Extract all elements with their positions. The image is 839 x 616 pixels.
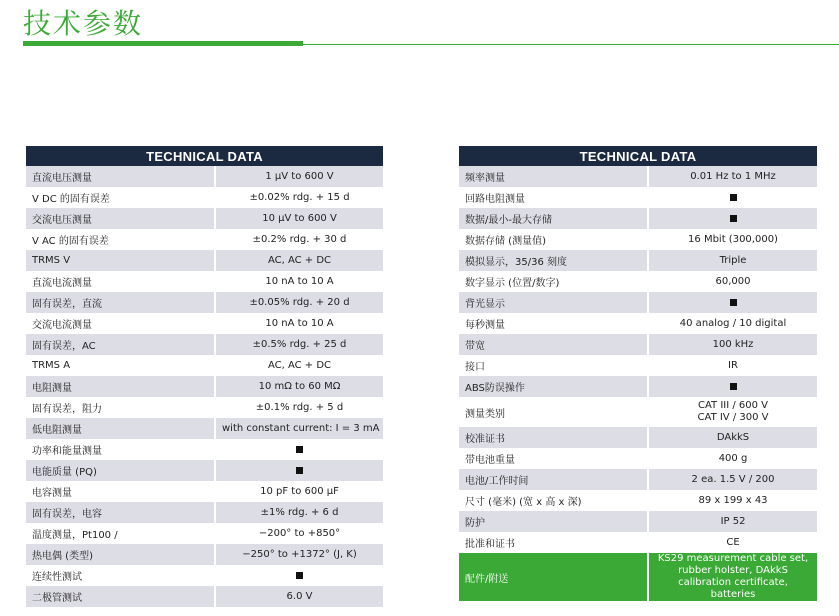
- parameter-label: 二极管测试: [26, 586, 215, 607]
- parameter-label: 直流电压测量: [26, 166, 215, 187]
- parameter-label: 防护: [459, 511, 648, 532]
- table-row: [26, 187, 383, 208]
- parameter-value: 60,000: [648, 271, 817, 292]
- parameter-label: 低电阻测量: [26, 418, 215, 439]
- parameter-label: 数字显示 (位置/数字): [459, 271, 648, 292]
- technical-data-table-left: [26, 146, 383, 607]
- technical-data-table-right: [459, 146, 817, 601]
- parameter-label: 温度测量，Pt100 /: [26, 523, 215, 544]
- parameter-label: 背光显示: [459, 292, 648, 313]
- parameter-value: 100 kHz: [648, 334, 817, 355]
- parameter-label: 校准证书: [459, 427, 648, 448]
- parameter-label: 频率测量: [459, 166, 648, 187]
- table-row: [459, 397, 817, 427]
- parameter-value: [648, 187, 817, 208]
- parameter-value: −250° to +1372° (J, K): [215, 544, 383, 565]
- parameter-value: 16 Mbit (300,000): [648, 229, 817, 250]
- table-row: [459, 448, 817, 469]
- table-row: [26, 502, 383, 523]
- table-row: [26, 481, 383, 502]
- parameter-value: Triple: [648, 250, 817, 271]
- table-row: [459, 427, 817, 448]
- parameter-label: 回路电阻测量: [459, 187, 648, 208]
- parameter-label: 电容测量: [26, 481, 215, 502]
- table-row: [26, 439, 383, 460]
- parameter-label: 带宽: [459, 334, 648, 355]
- table-row: [459, 532, 817, 553]
- parameter-value: 10 nA to 10 A: [215, 313, 383, 334]
- table-row: [26, 376, 383, 397]
- table-row: [459, 334, 817, 355]
- parameter-label: 固有误差，AC: [26, 334, 215, 355]
- parameter-value: CAT III / 600 V CAT IV / 300 V: [648, 397, 817, 427]
- table-row: [26, 334, 383, 355]
- parameter-label: 尺寸 (毫米) (宽 x 高 x 深): [459, 490, 648, 511]
- table-row: [459, 553, 817, 601]
- parameter-label: 连续性测试: [26, 565, 215, 586]
- table-row: [459, 355, 817, 376]
- parameter-value: −200° to +850°: [215, 523, 383, 544]
- table-row: [459, 166, 817, 187]
- parameter-value: 1 µV to 600 V: [215, 166, 383, 187]
- parameter-label: 交流电压测量: [26, 208, 215, 229]
- table-row: [26, 313, 383, 334]
- parameter-label: 接口: [459, 355, 648, 376]
- parameter-value: [648, 208, 817, 229]
- parameter-value: 10 µV to 600 V: [215, 208, 383, 229]
- table-row: [26, 544, 383, 565]
- table-row: [459, 229, 817, 250]
- parameter-value: with constant current: I = 3 mA: [215, 418, 383, 439]
- parameter-label: 配件/附送: [459, 553, 648, 601]
- table-row: [26, 271, 383, 292]
- table-row: [26, 292, 383, 313]
- table-row: [26, 460, 383, 481]
- checkmark-square-icon: [730, 215, 737, 222]
- parameter-label: TRMS V: [26, 250, 215, 271]
- parameter-value: KS29 measurement cable set, rubber holster, DAkkS calibration certificate, batteries: [648, 553, 817, 601]
- parameter-value: 400 g: [648, 448, 817, 469]
- table-header: TECHNICAL DATA: [459, 146, 817, 166]
- parameter-value: ±0.05% rdg. + 20 d: [215, 292, 383, 313]
- parameter-label: 热电偶 (类型): [26, 544, 215, 565]
- parameter-label: V DC 的固有误差: [26, 187, 215, 208]
- table-row: [459, 208, 817, 229]
- parameter-value: 89 x 199 x 43: [648, 490, 817, 511]
- parameter-label: 固有误差，电容: [26, 502, 215, 523]
- parameter-value: [648, 376, 817, 397]
- parameter-value: ±0.2% rdg. + 30 d: [215, 229, 383, 250]
- parameter-value: 10 pF to 600 µF: [215, 481, 383, 502]
- parameter-value: DAkkS: [648, 427, 817, 448]
- parameter-value: IP 52: [648, 511, 817, 532]
- table-row: [459, 490, 817, 511]
- table-row: [26, 208, 383, 229]
- table-row: [26, 229, 383, 250]
- table-row: [459, 187, 817, 208]
- parameter-label: 数据/最小-最大存储: [459, 208, 648, 229]
- table-row: [26, 250, 383, 271]
- table-row: [26, 565, 383, 586]
- checkmark-square-icon: [730, 194, 737, 201]
- parameter-value: 0.01 Hz to 1 MHz: [648, 166, 817, 187]
- parameter-value: 10 nA to 10 A: [215, 271, 383, 292]
- table-row: [459, 313, 817, 334]
- checkmark-square-icon: [296, 572, 303, 579]
- parameter-value: 10 mΩ to 60 MΩ: [215, 376, 383, 397]
- table-row: [459, 271, 817, 292]
- parameter-label: 交流电流测量: [26, 313, 215, 334]
- parameter-value: 2 ea. 1.5 V / 200: [648, 469, 817, 490]
- parameter-label: V AC 的固有误差: [26, 229, 215, 250]
- checkmark-square-icon: [730, 383, 737, 390]
- parameter-value: AC, AC + DC: [215, 355, 383, 376]
- page-title: 技术参数: [23, 7, 144, 40]
- table-row: [459, 469, 817, 490]
- parameter-value: [215, 460, 383, 481]
- table-row: [26, 523, 383, 544]
- table-row: [26, 586, 383, 607]
- checkmark-square-icon: [730, 299, 737, 306]
- parameter-label: ABS防误操作: [459, 376, 648, 397]
- title-accent-bar: [23, 41, 303, 46]
- parameter-value: IR: [648, 355, 817, 376]
- parameter-label: 模拟显示，35/36 刻度: [459, 250, 648, 271]
- parameter-label: 固有误差，阻力: [26, 397, 215, 418]
- parameter-label: 批准和证书: [459, 532, 648, 553]
- parameter-value: 6.0 V: [215, 586, 383, 607]
- parameter-label: 数据存储 (测量值): [459, 229, 648, 250]
- parameter-label: 电阻测量: [26, 376, 215, 397]
- parameter-label: 功率和能量测量: [26, 439, 215, 460]
- parameter-value: [215, 439, 383, 460]
- parameter-value: CE: [648, 532, 817, 553]
- parameter-value: ±0.02% rdg. + 15 d: [215, 187, 383, 208]
- table-row: [459, 250, 817, 271]
- parameter-label: 电能质量 (PQ): [26, 460, 215, 481]
- table-header: TECHNICAL DATA: [26, 146, 383, 166]
- table-row: [26, 355, 383, 376]
- checkmark-square-icon: [296, 467, 303, 474]
- table-row: [26, 418, 383, 439]
- parameter-value: ±0.1% rdg. + 5 d: [215, 397, 383, 418]
- table-row: [26, 397, 383, 418]
- parameter-label: 带电池重量: [459, 448, 648, 469]
- parameter-label: 测量类别: [459, 397, 648, 427]
- table-row: [459, 292, 817, 313]
- table-row: [459, 511, 817, 532]
- parameter-label: TRMS A: [26, 355, 215, 376]
- parameter-label: 固有误差，直流: [26, 292, 215, 313]
- parameter-value: 40 analog / 10 digital: [648, 313, 817, 334]
- parameter-label: 每秒测量: [459, 313, 648, 334]
- parameter-value: [215, 565, 383, 586]
- parameter-value: ±1% rdg. + 6 d: [215, 502, 383, 523]
- parameter-value: ±0.5% rdg. + 25 d: [215, 334, 383, 355]
- table-row: [26, 166, 383, 187]
- parameter-value: [648, 292, 817, 313]
- parameter-label: 电池/工作时间: [459, 469, 648, 490]
- table-row: [459, 376, 817, 397]
- parameter-value: AC, AC + DC: [215, 250, 383, 271]
- parameter-label: 直流电流测量: [26, 271, 215, 292]
- checkmark-square-icon: [296, 446, 303, 453]
